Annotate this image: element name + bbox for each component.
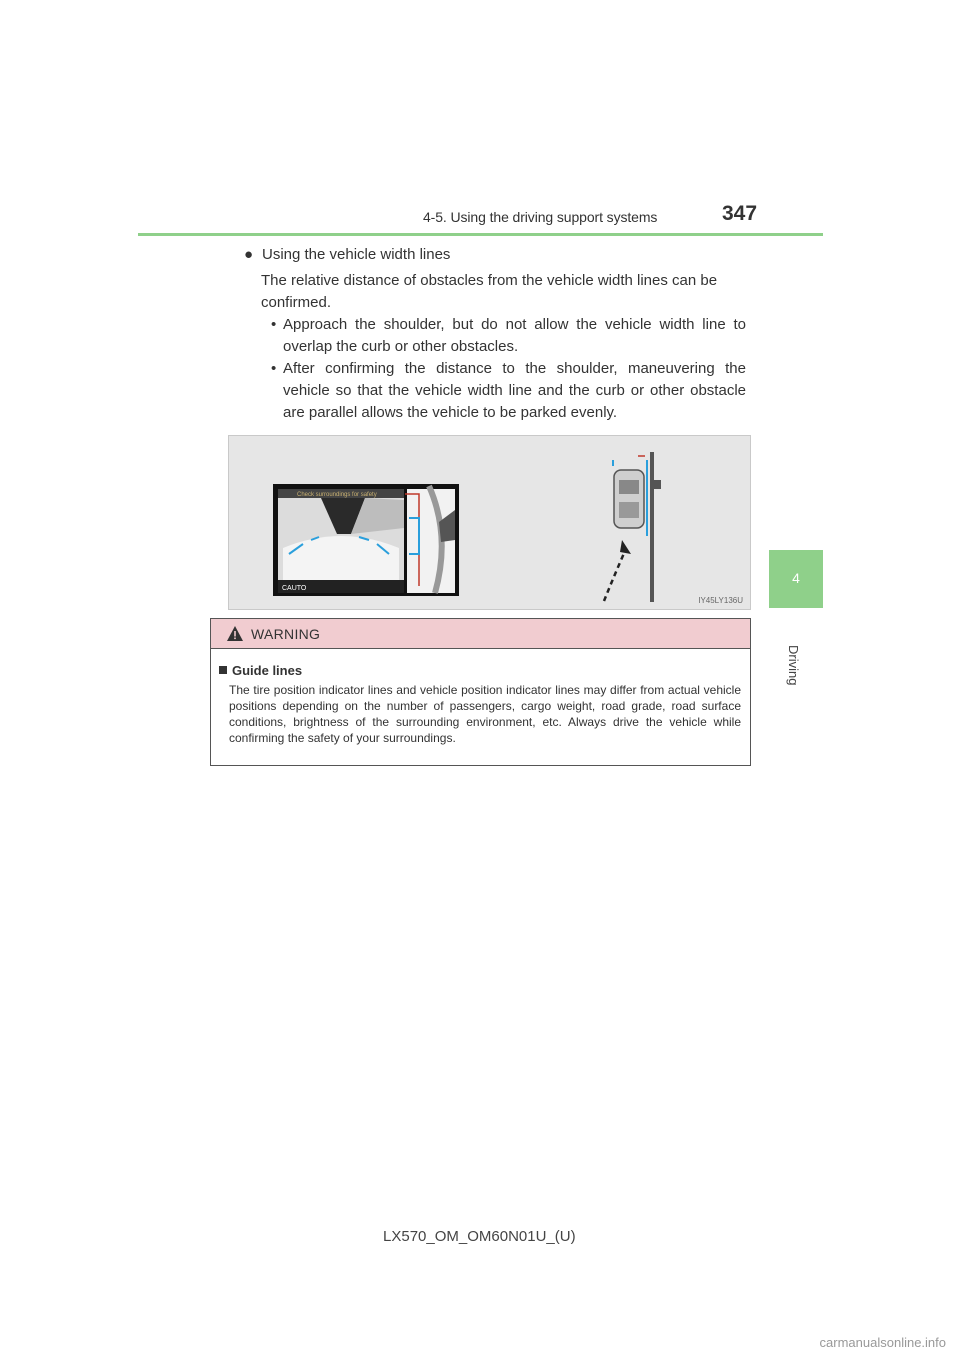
path-arrow xyxy=(604,551,625,601)
warning-body: The tire position indicator lines and vehicle position indicator lines may differ from actual vehicle positions depending on the number of passengers, cargo weight, road grade, road surface conditions, brightness of the surrounding environment, etc. Always drive the vehicle while confirming the safety of your surroundings. xyxy=(229,683,741,745)
screen-banner: Check surroundings for safety xyxy=(297,492,377,498)
warning-subheading xyxy=(219,663,302,678)
chapter-number: 4 xyxy=(792,570,800,586)
header-rule xyxy=(138,233,823,236)
document-code: LX570_OM_OM60N01U_(U) xyxy=(383,1228,576,1245)
tips-list xyxy=(271,314,746,424)
heading-text: Using the vehicle width lines xyxy=(262,246,451,263)
bullet-dot-icon: ● xyxy=(244,246,254,263)
list-item: • After confirming the distance to the shoulder, maneuvering the vehicle so that the vehicle width line and the curb or other obstacle are parallel allows the vehicle to be parked evenly. xyxy=(271,358,746,424)
intro-paragraph: The relative distance of obstacles from the vehicle width lines can be confirmed. xyxy=(261,272,718,311)
section-heading xyxy=(244,244,746,266)
square-bullet-icon xyxy=(219,666,227,674)
warning-subheading-text: Guide lines xyxy=(232,663,303,678)
figure-code: IY45LY136U xyxy=(698,596,743,605)
warning-box xyxy=(210,618,751,766)
watermark: carmanualsonline.info xyxy=(819,1335,946,1350)
parking-illustration xyxy=(229,436,750,609)
vehicle-top-view xyxy=(614,470,644,528)
main-content xyxy=(244,244,746,424)
warning-title: WARNING xyxy=(251,625,321,642)
page-number: 347 xyxy=(722,202,758,225)
chapter-tab xyxy=(769,550,823,608)
section-title: 4-5. Using the driving support systems xyxy=(423,209,658,225)
list-item: • Approach the shoulder, but do not allow the vehicle width line to overlap the curb or other obstacles. xyxy=(271,314,746,358)
illustration-figure xyxy=(228,435,751,610)
warning-header xyxy=(211,619,750,649)
screen-logo: CAUTO xyxy=(282,585,307,592)
chapter-label: Driving xyxy=(786,645,801,686)
warning-triangle-icon xyxy=(227,626,243,641)
